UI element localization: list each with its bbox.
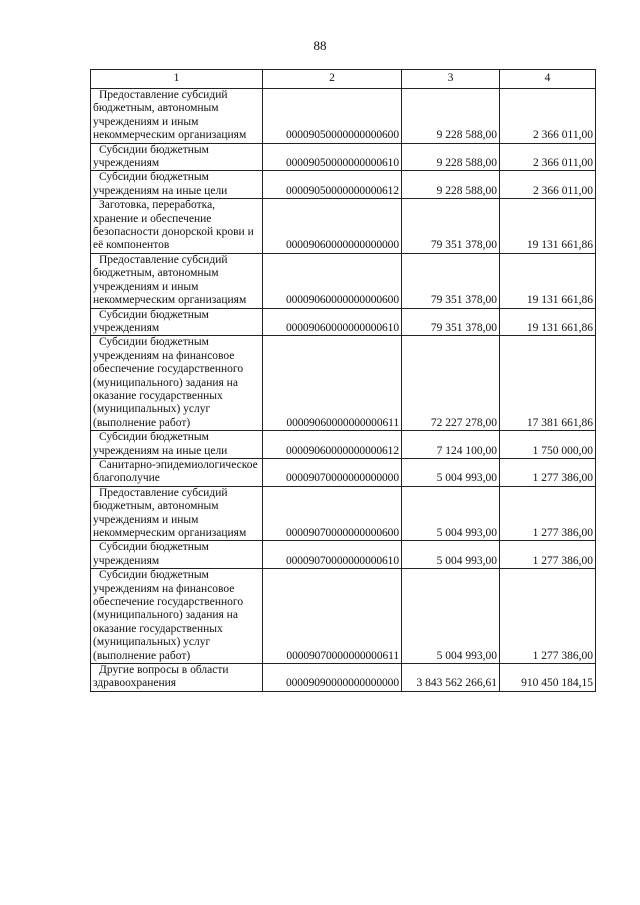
- table-row: [91, 664, 596, 692]
- row-value-col3: 9 228 588,00: [402, 171, 500, 199]
- row-value-col3: 5 004 993,00: [402, 569, 500, 664]
- row-value-col3: 79 351 378,00: [402, 253, 500, 308]
- row-name: [91, 143, 263, 171]
- row-value-col3: 7 124 100,00: [402, 431, 500, 459]
- header-col-2: 2: [263, 70, 402, 89]
- table-row: [91, 171, 596, 199]
- row-value-col4: 19 131 661,86: [500, 253, 596, 308]
- row-name-text: Заготовка, переработка, хранение и обеспечение безопасности донорской крови и её компонентов: [93, 199, 254, 252]
- row-name: [91, 541, 263, 569]
- table-row: [91, 199, 596, 254]
- row-name: [91, 89, 263, 144]
- row-name: [91, 431, 263, 459]
- row-value-col3: 3 843 562 266,61: [402, 664, 500, 692]
- row-name-text: Субсидии бюджетным учреждениям: [93, 541, 209, 567]
- row-value-col4: 2 366 011,00: [500, 143, 596, 171]
- row-code: 00009060000000000612: [263, 431, 402, 459]
- row-value-col3: 9 228 588,00: [402, 143, 500, 171]
- row-code: 00009060000000000000: [263, 199, 402, 254]
- row-value-col4: 1 750 000,00: [500, 431, 596, 459]
- row-value-col4: 2 366 011,00: [500, 171, 596, 199]
- row-value-col4: 19 131 661,86: [500, 308, 596, 336]
- row-name-text: Предоставление субсидий бюджетным, автономным учреждениям и иным некоммерческим организациям: [93, 89, 247, 142]
- table-row: [91, 569, 596, 664]
- row-value-col4: 1 277 386,00: [500, 541, 596, 569]
- row-value-col3: 79 351 378,00: [402, 199, 500, 254]
- row-code: 00009090000000000000: [263, 664, 402, 692]
- header-col-1: 1: [91, 70, 263, 89]
- row-name-text: Санитарно-эпидемиологическое благополучие: [93, 458, 258, 485]
- row-value-col4: 19 131 661,86: [500, 199, 596, 254]
- row-name: [91, 308, 263, 336]
- row-code: 00009050000000000600: [263, 89, 402, 144]
- row-name: [91, 253, 263, 308]
- page-number: 88: [313, 38, 327, 53]
- row-value-col4: 1 277 386,00: [500, 486, 596, 541]
- table-row: [91, 336, 596, 431]
- row-name: [91, 171, 263, 199]
- row-code: 00009070000000000600: [263, 486, 402, 541]
- row-code: 00009060000000000610: [263, 308, 402, 336]
- row-value-col3: 79 351 378,00: [402, 308, 500, 336]
- row-value-col3: 9 228 588,00: [402, 89, 500, 144]
- row-code: 00009070000000000611: [263, 569, 402, 664]
- row-value-col4: 2 366 011,00: [500, 89, 596, 144]
- row-value-col4: 1 277 386,00: [500, 569, 596, 664]
- budget-table: [90, 69, 596, 692]
- header-col-4: 4: [500, 70, 596, 89]
- table-row: [91, 143, 596, 171]
- table-row: [91, 308, 596, 336]
- row-value-col3: 5 004 993,00: [402, 486, 500, 541]
- row-name-text: Предоставление субсидий бюджетным, автономным учреждениям и иным некоммерческим организациям: [93, 486, 247, 539]
- row-value-col3: 5 004 993,00: [402, 541, 500, 569]
- table-row: [91, 89, 596, 144]
- row-name-text: Субсидии бюджетным учреждениям на иные цели: [93, 431, 228, 457]
- row-code: 00009060000000000611: [263, 336, 402, 431]
- row-code: 00009070000000000000: [263, 458, 402, 486]
- row-name-text: Предоставление субсидий бюджетным, автономным учреждениям и иным некоммерческим организациям: [93, 253, 247, 307]
- row-name: [91, 336, 263, 431]
- row-name-text: Субсидии бюджетным учреждениям: [93, 308, 209, 334]
- row-name-text: Другие вопросы в области здравоохранения: [93, 664, 229, 690]
- row-name: [91, 199, 263, 254]
- row-value-col4: 910 450 184,15: [500, 664, 596, 692]
- row-value-col3: 5 004 993,00: [402, 458, 500, 486]
- row-code: 00009060000000000600: [263, 253, 402, 308]
- table-header-row: [91, 70, 596, 89]
- row-name-text: Субсидии бюджетным учреждениям: [93, 143, 209, 170]
- table-row: [91, 541, 596, 569]
- row-name: [91, 569, 263, 664]
- table-row: [91, 458, 596, 486]
- row-code: 00009050000000000612: [263, 171, 402, 199]
- row-name: [91, 486, 263, 541]
- table-row: [91, 253, 596, 308]
- row-name-text: Субсидии бюджетным учреждениям на иные цели: [93, 171, 228, 197]
- row-name-text: Субсидии бюджетным учреждениям на финансовое обеспечение государственного (муниципального) задания на оказание государственных (муниципальных) услуг (выполнение работ): [93, 336, 244, 429]
- row-code: 00009070000000000610: [263, 541, 402, 569]
- table-row: [91, 431, 596, 459]
- row-name: [91, 664, 263, 692]
- row-value-col4: 1 277 386,00: [500, 458, 596, 486]
- row-name-text: Субсидии бюджетным учреждениям на финансовое обеспечение государственного (муниципального) задания на оказание государственных (муниципальных) услуг (выполнение работ): [93, 569, 244, 662]
- row-value-col3: 72 227 278,00: [402, 336, 500, 431]
- row-value-col4: 17 381 661,86: [500, 336, 596, 431]
- table-row: [91, 486, 596, 541]
- row-code: 00009050000000000610: [263, 143, 402, 171]
- header-col-3: 3: [402, 70, 500, 89]
- row-name: [91, 458, 263, 486]
